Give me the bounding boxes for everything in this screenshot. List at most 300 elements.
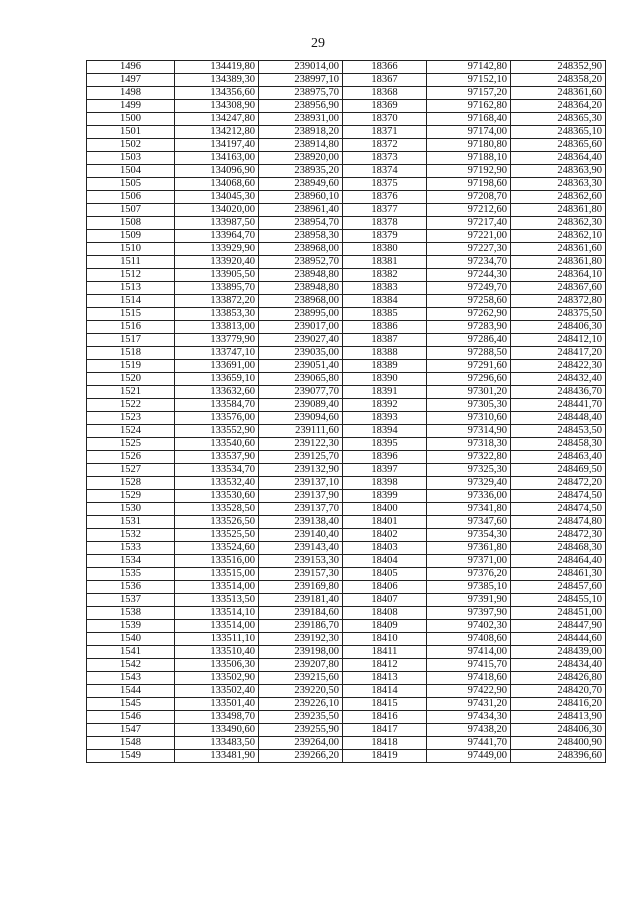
y-coordinate-b-cell: 248358,20: [511, 74, 606, 87]
table-row: [87, 113, 606, 126]
table-row: [87, 217, 606, 230]
y-coordinate-a-cell: 238956,90: [259, 100, 343, 113]
point-number-a-cell: 1534: [87, 555, 175, 568]
y-coordinate-b-cell: 248367,60: [511, 282, 606, 295]
point-number-b-cell: 18412: [343, 659, 427, 672]
point-number-a-cell: 1537: [87, 594, 175, 607]
y-coordinate-a-cell: 239235,50: [259, 711, 343, 724]
y-coordinate-b-cell: 248426,80: [511, 672, 606, 685]
y-coordinate-b-cell: 248372,80: [511, 295, 606, 308]
x-coordinate-b-cell: 97262,90: [427, 308, 511, 321]
x-coordinate-b-cell: 97180,80: [427, 139, 511, 152]
x-coordinate-a-cell: 133895,70: [175, 282, 259, 295]
point-number-b-cell: 18410: [343, 633, 427, 646]
y-coordinate-b-cell: 248375,50: [511, 308, 606, 321]
point-number-a-cell: 1546: [87, 711, 175, 724]
point-number-b-cell: 18408: [343, 607, 427, 620]
x-coordinate-b-cell: 97305,30: [427, 399, 511, 412]
y-coordinate-a-cell: 239138,40: [259, 516, 343, 529]
y-coordinate-b-cell: 248457,60: [511, 581, 606, 594]
x-coordinate-b-cell: 97408,60: [427, 633, 511, 646]
y-coordinate-b-cell: 248416,20: [511, 698, 606, 711]
point-number-b-cell: 18390: [343, 373, 427, 386]
x-coordinate-a-cell: 134308,90: [175, 100, 259, 113]
y-coordinate-b-cell: 248364,10: [511, 269, 606, 282]
x-coordinate-a-cell: 133691,00: [175, 360, 259, 373]
x-coordinate-b-cell: 97221,00: [427, 230, 511, 243]
x-coordinate-a-cell: 133502,40: [175, 685, 259, 698]
y-coordinate-b-cell: 248464,40: [511, 555, 606, 568]
x-coordinate-b-cell: 97188,10: [427, 152, 511, 165]
y-coordinate-b-cell: 248453,50: [511, 425, 606, 438]
x-coordinate-b-cell: 97208,70: [427, 191, 511, 204]
y-coordinate-b-cell: 248362,60: [511, 191, 606, 204]
table-row: [87, 386, 606, 399]
point-number-b-cell: 18372: [343, 139, 427, 152]
x-coordinate-a-cell: 133532,40: [175, 477, 259, 490]
x-coordinate-a-cell: 133530,60: [175, 490, 259, 503]
point-number-b-cell: 18399: [343, 490, 427, 503]
x-coordinate-b-cell: 97301,20: [427, 386, 511, 399]
y-coordinate-a-cell: 238914,80: [259, 139, 343, 152]
x-coordinate-a-cell: 133513,50: [175, 594, 259, 607]
table-row: [87, 191, 606, 204]
x-coordinate-a-cell: 133905,50: [175, 269, 259, 282]
point-number-b-cell: 18373: [343, 152, 427, 165]
y-coordinate-a-cell: 239220,50: [259, 685, 343, 698]
y-coordinate-b-cell: 248365,10: [511, 126, 606, 139]
x-coordinate-b-cell: 97212,60: [427, 204, 511, 217]
x-coordinate-b-cell: 97385,10: [427, 581, 511, 594]
point-number-a-cell: 1520: [87, 373, 175, 386]
x-coordinate-a-cell: 133514,00: [175, 620, 259, 633]
x-coordinate-b-cell: 97354,30: [427, 529, 511, 542]
table-row: [87, 711, 606, 724]
y-coordinate-a-cell: 239186,70: [259, 620, 343, 633]
table-row: [87, 256, 606, 269]
y-coordinate-b-cell: 248469,50: [511, 464, 606, 477]
y-coordinate-a-cell: 238961,40: [259, 204, 343, 217]
point-number-a-cell: 1524: [87, 425, 175, 438]
x-coordinate-b-cell: 97449,00: [427, 750, 511, 763]
point-number-b-cell: 18394: [343, 425, 427, 438]
point-number-b-cell: 18377: [343, 204, 427, 217]
y-coordinate-a-cell: 239065,80: [259, 373, 343, 386]
point-number-b-cell: 18407: [343, 594, 427, 607]
y-coordinate-b-cell: 248413,90: [511, 711, 606, 724]
point-number-a-cell: 1549: [87, 750, 175, 763]
x-coordinate-a-cell: 133552,90: [175, 425, 259, 438]
point-number-a-cell: 1541: [87, 646, 175, 659]
y-coordinate-b-cell: 248448,40: [511, 412, 606, 425]
x-coordinate-a-cell: 133510,40: [175, 646, 259, 659]
point-number-b-cell: 18405: [343, 568, 427, 581]
point-number-a-cell: 1504: [87, 165, 175, 178]
x-coordinate-b-cell: 97286,40: [427, 334, 511, 347]
y-coordinate-b-cell: 248468,30: [511, 542, 606, 555]
x-coordinate-b-cell: 97418,60: [427, 672, 511, 685]
x-coordinate-a-cell: 133534,70: [175, 464, 259, 477]
y-coordinate-a-cell: 238948,80: [259, 269, 343, 282]
y-coordinate-a-cell: 239192,30: [259, 633, 343, 646]
x-coordinate-b-cell: 97397,90: [427, 607, 511, 620]
y-coordinate-a-cell: 239122,30: [259, 438, 343, 451]
point-number-b-cell: 18370: [343, 113, 427, 126]
point-number-a-cell: 1542: [87, 659, 175, 672]
y-coordinate-a-cell: 238975,70: [259, 87, 343, 100]
point-number-b-cell: 18366: [343, 61, 427, 74]
point-number-a-cell: 1548: [87, 737, 175, 750]
y-coordinate-b-cell: 248406,30: [511, 321, 606, 334]
y-coordinate-b-cell: 248432,40: [511, 373, 606, 386]
point-number-a-cell: 1540: [87, 633, 175, 646]
point-number-a-cell: 1509: [87, 230, 175, 243]
y-coordinate-b-cell: 248472,20: [511, 477, 606, 490]
y-coordinate-a-cell: 239226,10: [259, 698, 343, 711]
x-coordinate-a-cell: 133964,70: [175, 230, 259, 243]
y-coordinate-a-cell: 238995,00: [259, 308, 343, 321]
x-coordinate-b-cell: 97152,10: [427, 74, 511, 87]
x-coordinate-b-cell: 97431,20: [427, 698, 511, 711]
table-row: [87, 347, 606, 360]
point-number-a-cell: 1517: [87, 334, 175, 347]
x-coordinate-a-cell: 134045,30: [175, 191, 259, 204]
point-number-b-cell: 18403: [343, 542, 427, 555]
y-coordinate-b-cell: 248472,30: [511, 529, 606, 542]
point-number-b-cell: 18387: [343, 334, 427, 347]
x-coordinate-b-cell: 97227,30: [427, 243, 511, 256]
point-number-a-cell: 1522: [87, 399, 175, 412]
x-coordinate-a-cell: 133514,00: [175, 581, 259, 594]
table-row: [87, 529, 606, 542]
point-number-b-cell: 18398: [343, 477, 427, 490]
y-coordinate-a-cell: 239266,20: [259, 750, 343, 763]
x-coordinate-b-cell: 97310,60: [427, 412, 511, 425]
y-coordinate-a-cell: 239094,60: [259, 412, 343, 425]
point-number-b-cell: 18400: [343, 503, 427, 516]
y-coordinate-a-cell: 238997,10: [259, 74, 343, 87]
x-coordinate-a-cell: 133632,60: [175, 386, 259, 399]
point-number-a-cell: 1511: [87, 256, 175, 269]
point-number-a-cell: 1526: [87, 451, 175, 464]
x-coordinate-b-cell: 97314,90: [427, 425, 511, 438]
y-coordinate-b-cell: 248361,80: [511, 256, 606, 269]
table-row: [87, 555, 606, 568]
y-coordinate-a-cell: 239137,10: [259, 477, 343, 490]
point-number-a-cell: 1519: [87, 360, 175, 373]
y-coordinate-b-cell: 248363,90: [511, 165, 606, 178]
x-coordinate-b-cell: 97438,20: [427, 724, 511, 737]
x-coordinate-a-cell: 133659,10: [175, 373, 259, 386]
point-number-a-cell: 1523: [87, 412, 175, 425]
table-row: [87, 724, 606, 737]
y-coordinate-a-cell: 239035,00: [259, 347, 343, 360]
point-number-a-cell: 1547: [87, 724, 175, 737]
table-row: [87, 269, 606, 282]
x-coordinate-a-cell: 133514,10: [175, 607, 259, 620]
y-coordinate-a-cell: 239255,90: [259, 724, 343, 737]
point-number-b-cell: 18376: [343, 191, 427, 204]
y-coordinate-b-cell: 248361,60: [511, 87, 606, 100]
x-coordinate-a-cell: 133853,30: [175, 308, 259, 321]
x-coordinate-b-cell: 97441,70: [427, 737, 511, 750]
x-coordinate-b-cell: 97336,00: [427, 490, 511, 503]
x-coordinate-b-cell: 97318,30: [427, 438, 511, 451]
point-number-a-cell: 1497: [87, 74, 175, 87]
x-coordinate-b-cell: 97341,80: [427, 503, 511, 516]
point-number-a-cell: 1506: [87, 191, 175, 204]
table-row: [87, 243, 606, 256]
y-coordinate-b-cell: 248444,60: [511, 633, 606, 646]
table-row: [87, 516, 606, 529]
y-coordinate-a-cell: 239077,70: [259, 386, 343, 399]
table-row: [87, 750, 606, 763]
point-number-a-cell: 1528: [87, 477, 175, 490]
point-number-b-cell: 18414: [343, 685, 427, 698]
table-row: [87, 139, 606, 152]
point-number-b-cell: 18404: [343, 555, 427, 568]
y-coordinate-b-cell: 248412,10: [511, 334, 606, 347]
table-row: [87, 646, 606, 659]
y-coordinate-a-cell: 239137,70: [259, 503, 343, 516]
x-coordinate-b-cell: 97291,60: [427, 360, 511, 373]
y-coordinate-b-cell: 248363,30: [511, 178, 606, 191]
x-coordinate-b-cell: 97371,00: [427, 555, 511, 568]
point-number-b-cell: 18386: [343, 321, 427, 334]
y-coordinate-b-cell: 248439,00: [511, 646, 606, 659]
table-row: [87, 321, 606, 334]
y-coordinate-a-cell: 239132,90: [259, 464, 343, 477]
y-coordinate-a-cell: 239143,40: [259, 542, 343, 555]
x-coordinate-b-cell: 97434,30: [427, 711, 511, 724]
x-coordinate-a-cell: 134096,90: [175, 165, 259, 178]
point-number-b-cell: 18393: [343, 412, 427, 425]
x-coordinate-a-cell: 133490,60: [175, 724, 259, 737]
table-row: [87, 165, 606, 178]
y-coordinate-b-cell: 248352,90: [511, 61, 606, 74]
x-coordinate-a-cell: 134247,80: [175, 113, 259, 126]
point-number-b-cell: 18401: [343, 516, 427, 529]
table-row: [87, 594, 606, 607]
y-coordinate-b-cell: 248417,20: [511, 347, 606, 360]
x-coordinate-a-cell: 134389,30: [175, 74, 259, 87]
x-coordinate-b-cell: 97198,60: [427, 178, 511, 191]
point-number-a-cell: 1545: [87, 698, 175, 711]
point-number-b-cell: 18418: [343, 737, 427, 750]
table-row: [87, 464, 606, 477]
y-coordinate-a-cell: 239207,80: [259, 659, 343, 672]
table-row: [87, 360, 606, 373]
table-row: [87, 61, 606, 74]
y-coordinate-a-cell: 239051,40: [259, 360, 343, 373]
y-coordinate-a-cell: 238952,70: [259, 256, 343, 269]
y-coordinate-a-cell: 239264,00: [259, 737, 343, 750]
point-number-a-cell: 1543: [87, 672, 175, 685]
point-number-b-cell: 18367: [343, 74, 427, 87]
point-number-a-cell: 1544: [87, 685, 175, 698]
y-coordinate-b-cell: 248365,30: [511, 113, 606, 126]
x-coordinate-b-cell: 97258,60: [427, 295, 511, 308]
x-coordinate-b-cell: 97142,80: [427, 61, 511, 74]
page-number: 29: [311, 36, 325, 51]
point-number-a-cell: 1525: [87, 438, 175, 451]
y-coordinate-a-cell: 238954,70: [259, 217, 343, 230]
table-row: [87, 412, 606, 425]
point-number-a-cell: 1514: [87, 295, 175, 308]
x-coordinate-a-cell: 133511,10: [175, 633, 259, 646]
x-coordinate-a-cell: 133502,90: [175, 672, 259, 685]
table-row: [87, 477, 606, 490]
table-row: [87, 204, 606, 217]
x-coordinate-b-cell: 97249,70: [427, 282, 511, 295]
point-number-a-cell: 1500: [87, 113, 175, 126]
table-row: [87, 451, 606, 464]
x-coordinate-a-cell: 133506,30: [175, 659, 259, 672]
point-number-b-cell: 18392: [343, 399, 427, 412]
point-number-a-cell: 1505: [87, 178, 175, 191]
x-coordinate-a-cell: 133525,50: [175, 529, 259, 542]
x-coordinate-a-cell: 133779,90: [175, 334, 259, 347]
x-coordinate-b-cell: 97296,60: [427, 373, 511, 386]
y-coordinate-a-cell: 238935,20: [259, 165, 343, 178]
y-coordinate-a-cell: 239198,00: [259, 646, 343, 659]
x-coordinate-a-cell: 133987,50: [175, 217, 259, 230]
point-number-b-cell: 18383: [343, 282, 427, 295]
table-row: [87, 74, 606, 87]
point-number-a-cell: 1529: [87, 490, 175, 503]
x-coordinate-b-cell: 97361,80: [427, 542, 511, 555]
y-coordinate-b-cell: 248361,80: [511, 204, 606, 217]
x-coordinate-b-cell: 97322,80: [427, 451, 511, 464]
x-coordinate-a-cell: 133929,90: [175, 243, 259, 256]
table-row: [87, 503, 606, 516]
table-row: [87, 607, 606, 620]
x-coordinate-a-cell: 133747,10: [175, 347, 259, 360]
y-coordinate-a-cell: 238920,00: [259, 152, 343, 165]
table-row: [87, 685, 606, 698]
y-coordinate-b-cell: 248422,30: [511, 360, 606, 373]
point-number-b-cell: 18375: [343, 178, 427, 191]
y-coordinate-b-cell: 248362,30: [511, 217, 606, 230]
point-number-a-cell: 1512: [87, 269, 175, 282]
point-number-b-cell: 18396: [343, 451, 427, 464]
point-number-b-cell: 18385: [343, 308, 427, 321]
y-coordinate-b-cell: 248436,70: [511, 386, 606, 399]
table-row: [87, 373, 606, 386]
table-row: [87, 737, 606, 750]
x-coordinate-b-cell: 97325,30: [427, 464, 511, 477]
point-number-b-cell: 18397: [343, 464, 427, 477]
table-row: [87, 282, 606, 295]
table-row: [87, 87, 606, 100]
table-row: [87, 178, 606, 191]
point-number-a-cell: 1518: [87, 347, 175, 360]
point-number-a-cell: 1535: [87, 568, 175, 581]
x-coordinate-a-cell: 133813,00: [175, 321, 259, 334]
point-number-a-cell: 1507: [87, 204, 175, 217]
y-coordinate-a-cell: 239140,40: [259, 529, 343, 542]
point-number-b-cell: 18415: [343, 698, 427, 711]
point-number-b-cell: 18374: [343, 165, 427, 178]
table-row: [87, 425, 606, 438]
y-coordinate-b-cell: 248400,90: [511, 737, 606, 750]
y-coordinate-a-cell: 238958,30: [259, 230, 343, 243]
y-coordinate-b-cell: 248365,60: [511, 139, 606, 152]
point-number-b-cell: 18417: [343, 724, 427, 737]
x-coordinate-b-cell: 97244,30: [427, 269, 511, 282]
y-coordinate-a-cell: 239137,90: [259, 490, 343, 503]
point-number-a-cell: 1503: [87, 152, 175, 165]
x-coordinate-a-cell: 134419,80: [175, 61, 259, 74]
y-coordinate-a-cell: 239157,30: [259, 568, 343, 581]
point-number-a-cell: 1510: [87, 243, 175, 256]
y-coordinate-b-cell: 248458,30: [511, 438, 606, 451]
y-coordinate-a-cell: 239153,30: [259, 555, 343, 568]
point-number-a-cell: 1532: [87, 529, 175, 542]
x-coordinate-b-cell: 97329,40: [427, 477, 511, 490]
y-coordinate-b-cell: 248420,70: [511, 685, 606, 698]
x-coordinate-a-cell: 133537,90: [175, 451, 259, 464]
y-coordinate-a-cell: 239017,00: [259, 321, 343, 334]
table-row: [87, 334, 606, 347]
x-coordinate-b-cell: 97402,30: [427, 620, 511, 633]
x-coordinate-a-cell: 134356,60: [175, 87, 259, 100]
point-number-b-cell: 18395: [343, 438, 427, 451]
point-number-b-cell: 18384: [343, 295, 427, 308]
table-row: [87, 581, 606, 594]
y-coordinate-a-cell: 238931,00: [259, 113, 343, 126]
table-row: [87, 620, 606, 633]
y-coordinate-a-cell: 238960,10: [259, 191, 343, 204]
y-coordinate-b-cell: 248474,50: [511, 490, 606, 503]
y-coordinate-a-cell: 238968,00: [259, 243, 343, 256]
x-coordinate-a-cell: 133516,00: [175, 555, 259, 568]
table-row: [87, 438, 606, 451]
point-number-b-cell: 18409: [343, 620, 427, 633]
x-coordinate-a-cell: 133576,00: [175, 412, 259, 425]
point-number-a-cell: 1496: [87, 61, 175, 74]
point-number-b-cell: 18371: [343, 126, 427, 139]
y-coordinate-b-cell: 248364,40: [511, 152, 606, 165]
point-number-a-cell: 1531: [87, 516, 175, 529]
table-row: [87, 672, 606, 685]
x-coordinate-b-cell: 97422,90: [427, 685, 511, 698]
table-row: [87, 308, 606, 321]
point-number-b-cell: 18413: [343, 672, 427, 685]
table-row: [87, 542, 606, 555]
x-coordinate-a-cell: 133498,70: [175, 711, 259, 724]
point-number-b-cell: 18380: [343, 243, 427, 256]
table-row: [87, 633, 606, 646]
y-coordinate-b-cell: 248474,50: [511, 503, 606, 516]
x-coordinate-a-cell: 133528,50: [175, 503, 259, 516]
point-number-b-cell: 18389: [343, 360, 427, 373]
point-number-b-cell: 18369: [343, 100, 427, 113]
table-row: [87, 659, 606, 672]
y-coordinate-b-cell: 248451,00: [511, 607, 606, 620]
point-number-b-cell: 18419: [343, 750, 427, 763]
x-coordinate-b-cell: 97288,50: [427, 347, 511, 360]
y-coordinate-a-cell: 239169,80: [259, 581, 343, 594]
point-number-b-cell: 18368: [343, 87, 427, 100]
y-coordinate-a-cell: 238968,00: [259, 295, 343, 308]
x-coordinate-a-cell: 133501,40: [175, 698, 259, 711]
point-number-b-cell: 18379: [343, 230, 427, 243]
table-row: [87, 126, 606, 139]
y-coordinate-a-cell: 239111,60: [259, 425, 343, 438]
y-coordinate-b-cell: 248364,20: [511, 100, 606, 113]
point-number-a-cell: 1501: [87, 126, 175, 139]
